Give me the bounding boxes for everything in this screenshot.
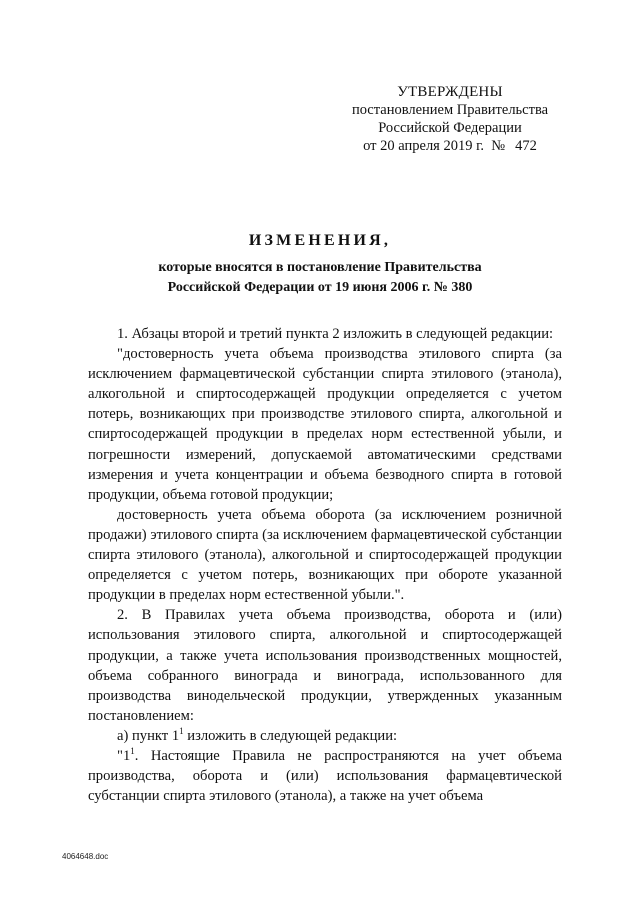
paragraph-5-superscript: 1	[179, 725, 184, 736]
subtitle-line-2: Российской Федерации от 19 июня 2006 г. № 380	[167, 280, 473, 295]
document-body	[88, 324, 562, 806]
paragraph-5	[88, 726, 562, 746]
approval-heading: УТВЕРЖДЕНЫ	[397, 84, 503, 100]
subtitle-line-1: которые вносятся в постановление Правительства	[158, 260, 482, 275]
document-subtitle	[0, 258, 640, 298]
paragraph-6-start: "1	[117, 747, 131, 764]
approval-number-sign: №	[491, 138, 506, 154]
paragraph-6	[88, 746, 562, 806]
paragraph-4: 2. В Правилах учета объема производства, оборота и (или) использования этилового спирта, алкогольной и спиртосодержащей продукции, а также учета использования производственных мощностей, объема собранного винограда и винограда, использованного для производства винодельческой продукции, утвержденных указанным постановлением:	[88, 607, 562, 724]
paragraph-6-end: . Настоящие Правила не распространяются на учет объема производства, оборота и (или) использования фармацевтической субстанции спирта этилового (этанола), а также на учет объема	[88, 747, 562, 805]
approval-line-federation: Российской Федерации	[378, 120, 522, 136]
paragraph-1: 1. Абзацы второй и третий пункта 2 изложить в следующей редакции:	[117, 326, 554, 342]
paragraph-3: достоверность учета объема оборота (за исключением розничной продажи) этилового спирта (за исключением фармацевтической субстанции спирта этилового (этанола), алкогольной и спиртосодержащей продукции определяется с учетом потерь, возникающих при обороте указанной продукции в пределах норм естественной убыли.".	[88, 506, 562, 604]
approval-date-line	[330, 137, 570, 155]
document-title: ИЗМЕНЕНИЯ,	[248, 232, 392, 249]
approval-number: 472	[515, 138, 537, 154]
paragraph-2: "достоверность учета объема производства этилового спирта (за исключением фармацевтической субстанции спирта этилового (этанола), алкогольной и спиртосодержащей продукции определяется с учетом потерь, возникающих при производстве этилового спирта, алкогольной и спиртосодержащей продукции в пределах норм естественной убыли, и погрешности измерений, допускаемой автоматическими средствами измерения и учета концентрации и объема безводного спирта в готовой продукции, объема готовой продукции;	[88, 346, 562, 503]
footer-file-name: 4064648.doc	[62, 852, 109, 861]
approval-line-resolution: постановлением Правительства	[351, 102, 549, 118]
paragraph-6-superscript: 1	[130, 745, 135, 756]
paragraph-5-start: а) пункт 1	[117, 727, 180, 744]
paragraph-5-end: изложить в следующей редакции:	[183, 727, 398, 744]
approval-date: от 20 апреля 2019 г.	[363, 138, 485, 154]
approval-stamp	[330, 83, 570, 155]
